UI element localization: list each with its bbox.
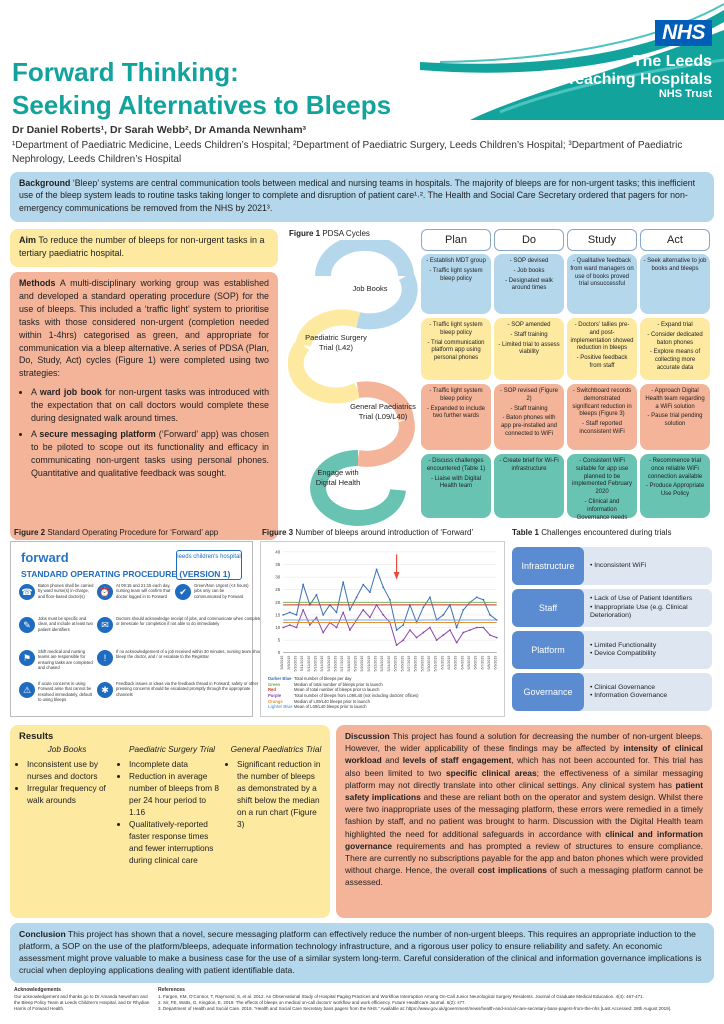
- data-point: [376, 604, 378, 606]
- sop-title: STANDARD OPERATING PROCEDURE (VERSION 1): [21, 569, 231, 579]
- data-point: [476, 596, 478, 598]
- x-tick-label: 6/1/2019: [440, 655, 445, 670]
- challenge-row-staff: [512, 589, 712, 627]
- data-point: [422, 632, 424, 634]
- y-tick-label: 20: [275, 599, 281, 605]
- x-tick-label: 5/21/2019: [366, 655, 371, 672]
- data-point: [302, 584, 304, 586]
- data-point: [416, 637, 418, 639]
- x-tick-label: 5/19/2019: [353, 655, 358, 672]
- x-tick-label: 6/8/2019: [487, 655, 492, 670]
- y-tick-label: 35: [275, 561, 281, 567]
- data-point: [356, 596, 358, 598]
- results-box: [10, 725, 330, 918]
- x-tick-label: 5/20/2019: [360, 655, 365, 672]
- x-tick-label: 5/26/2019: [400, 655, 405, 672]
- data-point: [489, 614, 491, 616]
- methods-bullet-2: • A secure messaging platform (‘Forward’ app) was chosen to be piloted to scope out its functionality and efficacy in communicating non-urgent tasks using personal phones. Quantitative and qualitative feedback was sought.: [31, 428, 269, 480]
- sop-item-text: At 09:15 and 21:15 each day, nursing team will confirm that doctor logged in to Forward: [116, 583, 171, 599]
- x-tick-label: 5/8/2019: [280, 655, 285, 670]
- data-point: [422, 606, 424, 608]
- pdsa-header-plan: Plan: [421, 229, 491, 251]
- ack-heading: Acknowledgements: [14, 987, 61, 993]
- trust-line-2: Teaching Hospitals: [566, 70, 712, 88]
- cycle-job-books: Job Books: [352, 284, 388, 293]
- sop-item-icon: ☎: [19, 584, 35, 600]
- results-item: • Significant reduction in the number of bleeps as demonstrated by a shift below the median on a run chart (Figure 3): [237, 758, 324, 830]
- data-point: [369, 591, 371, 593]
- authors: Dr Daniel Roberts¹, Dr Sarah Webb², Dr Amanda Newnham³: [12, 124, 307, 136]
- y-tick-label: 30: [275, 574, 281, 580]
- sop-item-icon: ✔: [175, 584, 191, 600]
- sop-item-icon: ⚠: [19, 682, 35, 698]
- cycle-digital-health: Engage with Digital Health: [315, 468, 361, 487]
- x-tick-label: 5/12/2019: [306, 655, 311, 672]
- sop-item-text: Shift medical and nursing teams are responsible for ensuring tasks are completed and chased: [38, 649, 93, 670]
- legend-entry: Darker Blue Total number of bleeps per day: [268, 676, 352, 681]
- references: [158, 987, 714, 1012]
- sop-item-icon: ⚑: [19, 650, 35, 666]
- y-tick-label: 10: [275, 625, 281, 630]
- data-point: [322, 614, 324, 616]
- y-tick-label: 15: [275, 612, 281, 618]
- data-point: [336, 612, 338, 614]
- aim-heading: Aim: [19, 235, 37, 245]
- pdsa-cell-plan-4: - Discuss challenges encountered (Table 1) - Liaise with Digital Health team: [421, 454, 491, 518]
- data-point: [396, 644, 398, 646]
- pdsa-cell-do-2: - SOP amended - Staff training - Limited trial to assess viability: [494, 318, 564, 380]
- background-heading: Background: [19, 178, 71, 188]
- y-tick-label: 40: [275, 549, 281, 555]
- conclusion-heading: Conclusion: [19, 929, 66, 939]
- x-tick-label: 6/5/2019: [466, 655, 471, 670]
- legend-entry: Purple Total number of bleeps from L09/L40 (not including doctors’ offices): [268, 693, 419, 699]
- challenge-row-governance: [512, 673, 712, 711]
- conclusion-box: [10, 923, 714, 983]
- data-point: [482, 627, 484, 629]
- x-tick-label: 5/9/2019: [286, 655, 291, 670]
- sop-item-icon: ⏰: [97, 584, 113, 600]
- x-tick-label: 5/17/2019: [340, 655, 345, 672]
- data-point: [402, 624, 404, 626]
- data-point: [296, 627, 298, 629]
- challenge-item: • Inconsistent WiFi: [590, 561, 647, 569]
- data-point: [429, 596, 431, 598]
- data-point: [402, 639, 404, 641]
- pdsa-cell-plan-1: - Establish MDT group - Traffic light system bleep policy: [421, 254, 491, 314]
- challenge-item: • Information Governance: [590, 692, 668, 699]
- sop-item-icon: ✎: [19, 617, 35, 633]
- title-line-2: Seeking Alternatives to Bleeps: [12, 89, 392, 120]
- challenge-item: • Limited Functionality: [590, 641, 657, 649]
- series-line-purple: [283, 605, 497, 645]
- data-point: [376, 569, 378, 571]
- sop-item-icon: ✉: [97, 617, 113, 633]
- discussion-box: Discussion This project has found a solution for decreasing the number of non-urgent bleeps. However, the wider applicability of these findings may be affected by intensity of clinical workload and levels of staff engagement, which has not been accounted for. This trial has also been limited to two specific clinical areas; the effectiveness of a similar messaging platform may not directly translate into other clinical settings. Any clinical system has patient safety implications and these are reliant both on the operator and system design. Whilst there were two inappropriate uses of the messaging platform, these errors were remedied in a timely fashion by staff, and no patient was brought to harm. Discussion with the Digital Health team highlighted the need for additional safeguards in accordance with clinical and information governance requirements and has prompted a review of structures to ensure compliance. There are currently no subscriptions payable for the app and baton phones which were provided without charge. Hence, the overall cost implications of such a messaging platform cannot be assessed.: [336, 725, 712, 918]
- methods-bullet-1: • A ward job book for non-urgent tasks was introduced with the expectation that on call doctors would complete these during designated walk around times.: [31, 386, 269, 425]
- conclusion-text: This project has shown that a novel, secure messaging platform can effectively reduce the number of non-urgent bleeps. This requires an appropriate induction to the platform, a SOP on the use of the platform/bleeps, adequate information technology infrastructure, and a rigorous user policy to ensure reliability and safety. An economic assessment might prove valuable to make a business case for the use of a similar system long-term. Careful consideration of the clinical and information governance implications is crucial when deploying applications dealing with patient identifiable data.: [19, 929, 702, 976]
- pdsa-cell-study-1: - Qualitative feedback from ward managers on use of books proved trial unsuccessful: [567, 254, 637, 314]
- legend-entry: Red Mean of total number of bleeps prior to launch: [268, 687, 380, 693]
- data-point: [476, 627, 478, 629]
- data-point: [282, 627, 284, 629]
- fig1-caption: Figure 1 PDSA Cycles: [289, 229, 370, 238]
- data-point: [442, 614, 444, 616]
- x-tick-label: 5/31/2019: [433, 655, 438, 672]
- pdsa-header-study: Study: [567, 229, 637, 251]
- sop-item-icon: !: [97, 650, 113, 666]
- data-point: [362, 609, 364, 611]
- x-tick-label: 5/18/2019: [346, 655, 351, 672]
- forward-logo: forward: [21, 550, 69, 565]
- methods-box: [10, 272, 278, 540]
- title-line-1: Forward Thinking:: [12, 57, 239, 87]
- data-point: [309, 624, 311, 626]
- challenge-category: Infrastructure: [512, 547, 584, 585]
- methods-list: [31, 386, 269, 479]
- challenge-items: [590, 631, 656, 669]
- challenge-row-infrastructure: [512, 547, 712, 585]
- data-point: [349, 629, 351, 631]
- x-tick-label: 5/27/2019: [406, 655, 411, 672]
- data-point: [342, 581, 344, 583]
- data-point: [316, 617, 318, 619]
- challenge-category: Governance: [512, 673, 584, 711]
- leeds-childrens-logo: leeds children's hospital: [176, 550, 242, 580]
- sop-item-icon: ✱: [97, 682, 113, 698]
- results-col-surgery: [120, 743, 224, 866]
- background-text: ‘Bleep’ systems are central communication tools between medical and nursing teams in hospitals. The majority of bleeps are for non-urgent tasks; this inefficient use of the bleep system leads to routine tasks taking longer to complete and disruption of patient care¹˒². The Health and Social Care Secretary ordered that pagers for non-emergency communications be removed from the NHS by 2021³.: [19, 178, 696, 213]
- data-point: [456, 627, 458, 629]
- data-point: [342, 612, 344, 614]
- sop-item-text: Doctors should acknowledge receipt of jobs, and communicate when completed, or timescale for completion if not able to do immediately: [116, 616, 265, 627]
- results-col-title: General Paediatrics Trial: [230, 744, 322, 754]
- x-tick-label: 6/7/2019: [480, 655, 485, 670]
- x-tick-label: 6/9/2019: [493, 655, 498, 670]
- data-point: [409, 629, 411, 631]
- pdsa-cell-do-1: - SOP devised - Job books - Designated walk around times: [494, 254, 564, 314]
- results-item: • Qualitatively-reported faster response times and fewer interruptions during clinical care: [129, 818, 224, 866]
- x-tick-label: 5/23/2019: [380, 655, 385, 672]
- data-point: [462, 632, 464, 634]
- challenge-row-platform: [512, 631, 712, 669]
- pdsa-header-act: Act: [640, 229, 710, 251]
- table1-caption: Table 1 Challenges encountered during trials: [512, 528, 672, 537]
- data-point: [382, 614, 384, 616]
- results-col-title: Paediatric Surgery Trial: [128, 744, 216, 754]
- data-point: [289, 624, 291, 626]
- fig2-caption: Figure 2 Standard Operating Procedure for ‘Forward’ app: [14, 528, 219, 537]
- data-point: [322, 632, 324, 634]
- legend-entry: Orange Median of L09/L40 bleeps prior to launch: [268, 698, 370, 704]
- sop-figure: [10, 541, 265, 717]
- data-point: [489, 634, 491, 636]
- x-tick-label: 5/28/2019: [413, 655, 418, 672]
- pdsa-cell-study-3: - Switchboard records demonstrated significant reduction in bleeps (Figure 3) - Staff reported inconsistent WiFi: [567, 384, 637, 450]
- results-col-job-books: [18, 743, 116, 806]
- challenge-items: [590, 547, 646, 585]
- x-tick-label: 5/24/2019: [386, 655, 391, 672]
- challenge-items: [590, 589, 712, 627]
- data-point: [336, 627, 338, 629]
- challenge-items: [590, 673, 667, 711]
- legend-entry: Green Median of total number of bleeps prior to launch: [268, 681, 383, 687]
- data-point: [469, 629, 471, 631]
- data-point: [436, 639, 438, 641]
- trust-line-3: NHS Trust: [658, 88, 712, 101]
- aim-text: To reduce the number of bleeps for non-urgent tasks in a tertiary paediatric hospital.: [19, 235, 265, 258]
- pdsa-cell-do-3: - SOP revised (Figure 2) - Staff training - Baton phones with app pre-installed and connected to WiFi: [494, 384, 564, 450]
- refs-heading: References: [158, 987, 185, 993]
- pdsa-header-do: Do: [494, 229, 564, 251]
- poster-title: [12, 56, 391, 121]
- aim-box: [10, 229, 278, 267]
- x-tick-label: 5/22/2019: [373, 655, 378, 672]
- data-point: [482, 599, 484, 601]
- reference-item: 3. Department of Health and Social Care. 2019. “Health and Social Care Secretary bans pagers from the NHS.” Available at: https://www.gov.uk/government/news/health-and-social-care-secretary-bans-pagers-from-the-nhs [Last Accessed: 28th August 2019].: [158, 1005, 672, 1011]
- trust-name: [566, 53, 712, 100]
- sop-item-text: Jobs must be specific and clear, and include at least two patient identifiers: [38, 616, 93, 632]
- pdsa-cell-study-2: - Doctors’ tallies pre- and post-implementation showed reduction in bleeps - Positive feedback from staff: [567, 318, 637, 380]
- x-tick-label: 5/11/2019: [300, 655, 305, 672]
- sop-item-text: Green/Non Urgent (<4 hours) jobs only can be communicated by Forward: [194, 583, 249, 599]
- x-tick-label: 5/16/2019: [333, 655, 338, 672]
- data-point: [396, 629, 398, 631]
- y-tick-label: 5: [277, 637, 281, 643]
- data-point: [302, 609, 304, 611]
- pdsa-cell-act-2: - Expand trial - Consider dedicated baton phones - Explore means of collecting more accurate data: [640, 318, 710, 380]
- results-heading: Results: [19, 731, 54, 742]
- data-point: [382, 586, 384, 588]
- sop-item-text: Feedback issues or ideas via the feedback thread in Forward; safety or other pressing concerns should be escalated promptly through the appropriate channels: [116, 681, 259, 697]
- methods-text: A multi-disciplinary working group was established and developed a standard operating procedure (SOP) for the use of bleeps. This included a ‘traffic light’ system to prioritise tasks with those considered non-urgent (completion needed within 1-4hrs) categorised as green, and appropriate for communication via a bleep alternative. A series of PDSA (Plan, Do, Study, Act) cycles (Figure 1) were completed using two strategies:: [19, 278, 269, 379]
- data-point: [496, 637, 498, 639]
- pdsa-cell-do-4: - Create brief for Wi-Fi infrastructure: [494, 454, 564, 518]
- chart-legend: [268, 676, 419, 710]
- x-tick-label: 5/25/2019: [393, 655, 398, 672]
- challenge-item: • Clinical Governance: [590, 683, 656, 691]
- results-col-gen-paeds: [228, 743, 324, 830]
- pdsa-cell-plan-3: - Traffic light system bleep policy - Expanded to include two further wards: [421, 384, 491, 450]
- pdsa-cell-act-4: - Recommence trial once reliable WiFi connection available - Produce Appropriate Use Policy: [640, 454, 710, 518]
- challenge-category: Staff: [512, 589, 584, 627]
- data-point: [289, 612, 291, 614]
- x-tick-label: 5/13/2019: [313, 655, 318, 672]
- pdsa-cell-study-4: - Consistent WiFi suitable for app use planned to be implemented February 2020 - Clinical and information Governance needs: [567, 454, 637, 518]
- challenge-category: Platform: [512, 631, 584, 669]
- data-point: [462, 609, 464, 611]
- x-tick-label: 5/15/2019: [326, 655, 331, 672]
- reference-item: 1. Fargen, KM, O’Connor, T, Raymond, S, et al. 2012. An Observational Study of Hospital Paging Practices and Workflow Interruption Among On-Call Junior Neurological Surgery Residents. Journal of Graduate Medical Education. 4(4): 467-471.: [158, 993, 644, 999]
- x-tick-label: 6/3/2019: [453, 655, 458, 670]
- x-tick-label: 6/4/2019: [460, 655, 465, 670]
- x-tick-label: 5/29/2019: [420, 655, 425, 672]
- sop-item-text: If acute concerns in using Forward arise that cannot be resolved immediately, default to using bleeps: [38, 681, 92, 702]
- affiliations: ¹Department of Paediatric Medicine, Leeds Children’s Hospital; ²Department of Paediatric Surgery, Leeds Children’s Hospital; ³Department of Paediatric Nephrology, Leeds Children’s Hospital: [12, 140, 683, 165]
- results-item: • Incomplete data: [129, 758, 224, 770]
- x-tick-label: 6/6/2019: [473, 655, 478, 670]
- launch-arrow-head: [394, 572, 400, 580]
- results-col-title: Job Books: [47, 744, 87, 754]
- y-tick-label: 25: [275, 587, 281, 593]
- challenge-item: • Inappropriate Use (e.g. Clinical Deterioration): [590, 603, 688, 620]
- data-point: [349, 609, 351, 611]
- y-tick-label: 0: [277, 650, 281, 656]
- data-point: [282, 614, 284, 616]
- pdsa-cell-plan-2: - Traffic light system bleep policy - Trial communication platform app using personal phones: [421, 318, 491, 380]
- data-point: [442, 634, 444, 636]
- fig3-caption: Figure 3 Number of bleeps around introduction of ‘Forward’: [262, 528, 474, 537]
- pdsa-cell-act-3: - Approach Digital Health team regarding a WiFi solution - Pause trial pending solution: [640, 384, 710, 450]
- data-point: [296, 614, 298, 616]
- background-box: [10, 172, 714, 222]
- results-item: • Reduction in average number of bleeps from 8 per 24 hour period to 1.16: [129, 770, 224, 818]
- sop-item-text: If no acknowledgement of a job received within 30 minutes, nursing team should bleep the doctor, and / or escalate to the Registrar: [116, 649, 265, 660]
- results-item: • Irregular frequency of walk arounds: [27, 782, 116, 806]
- x-tick-label: 5/14/2019: [320, 655, 325, 672]
- pdsa-cell-act-1: - Seek alternative to job books and bleeps: [640, 254, 710, 314]
- data-point: [429, 627, 431, 629]
- results-item: • Inconsistent use by nurses and doctors: [27, 758, 116, 782]
- x-tick-label: 5/10/2019: [293, 655, 298, 672]
- reference-item: 2. Sir, FE, Watts, G, Kingdon, E. 2019. The effects of bleeps on medical on-call doctors’ workflow and work efficiency. Future Healthcare Journal. 6(2): s77.: [158, 999, 466, 1005]
- ack-text: Our acknowledgement and thanks go to Dr Amanda Newnham and the Bleep Policy Team at Leeds Children’s Hospital, and Dr Rhydian Harris of Forward Health.: [14, 993, 150, 1011]
- challenge-item: • Lack of Use of Patient Identifiers: [590, 595, 693, 603]
- data-point: [369, 617, 371, 619]
- acknowledgements: [14, 987, 154, 1012]
- legend-entry: Lighter Blue Mean of L09/L40 bleeps prior to launch: [268, 704, 367, 710]
- nhs-logo: NHS: [655, 20, 712, 46]
- data-point: [456, 642, 458, 644]
- data-point: [316, 594, 318, 596]
- x-tick-label: 5/30/2019: [426, 655, 431, 672]
- x-tick-label: 6/2/2019: [446, 655, 451, 670]
- cycle-gen-paeds-trial: General Paediatrics Trial (L09/L40): [350, 402, 416, 421]
- data-point: [389, 599, 391, 601]
- sop-item-text: Baton phones shall be carried by ward nurse(s) in-charge, and floor-based doctor(s): [38, 583, 94, 599]
- trust-line-1: The Leeds: [632, 53, 712, 70]
- data-point: [362, 584, 364, 586]
- poster-header: [0, 0, 724, 120]
- challenge-item: • Device Compatibility: [590, 650, 656, 657]
- methods-heading: Methods: [19, 278, 56, 288]
- data-point: [449, 629, 451, 631]
- cycle-surgery-trial: Paediatric Surgery Trial (L42): [305, 333, 367, 352]
